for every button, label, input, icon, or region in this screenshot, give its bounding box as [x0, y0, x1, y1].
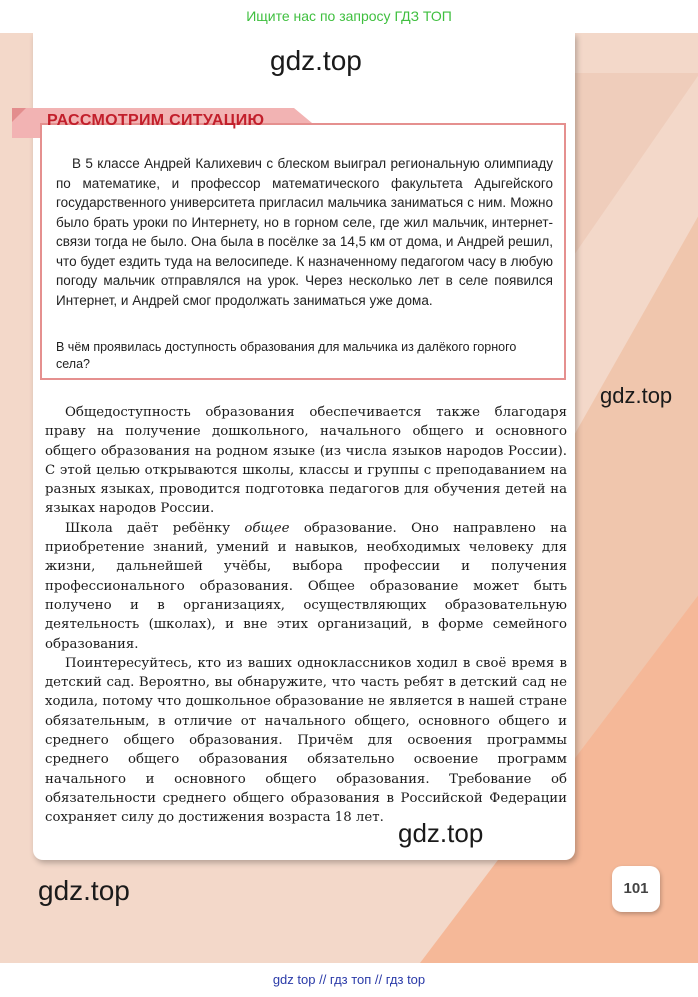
heading-fold-icon	[12, 108, 26, 122]
situation-text: В 5 классе Андрей Калихевич с блеском выиграл региональную олимпиаду по математике, и профессор математического факультета Адыгейского государственного университета пригласил мальчика заниматься с ним. Можно было брать уроки по Интернету, но в горном селе, где жил мальчик, интернет-связи тогда не было. Она была в посёлке за 14,5 км от дома, и Андрей решил, что будет ездить туда на велосипеде. К назначенному педагогом часу в любую погоду мальчик отправлялся на урок. Через несколько лет в селе появился Интернет, и Андрей смог продолжать заниматься уже дома.	[56, 156, 553, 308]
paragraph-2	[45, 519, 567, 654]
top-banner: Ищите нас по запросу ГДЗ ТОП	[0, 0, 698, 33]
paragraph-3: Поинтересуйтесь, кто из ваших одноклассников ходил в своё время в детский сад. Вероятно, вы обнаружите, что часть ребят в детский сад не ходила, потому что дошкольное образование не является в нашей стране обязательным, в отличие от начального общего, основного общего и среднего общего образования. Причём для освоения программы среднего общего образования обязательно освоение программ начального и основного общего образования. Требование об обязательности среднего общего образования в Российской Федерации сохраняет силу до достижения возраста 18 лет.	[45, 655, 567, 826]
situation-question: В чём проявилась доступность образования для мальчика из далёкого горного села?	[56, 340, 517, 371]
section-heading: РАССМОТРИМ СИТУАЦИЮ	[47, 112, 265, 129]
paragraph-1: Общедоступность образования обеспечивается также благодаря праву на получение дошкольного, начального общего и основного общего образования на родном языке (из числа языков народов России). С этой целью открываются школы, классы и группы с преподаванием на разных языках, проводится подготовка педагогов для обучения детей на языках народов России.	[45, 405, 567, 517]
page-number: 101	[612, 866, 660, 912]
paragraph-2-start: Школа даёт ребёнку	[65, 520, 245, 536]
watermark: gdz.top	[270, 45, 362, 76]
body-text	[45, 403, 567, 828]
watermark: gdz.top	[38, 875, 130, 906]
paragraph-2-rest: образование. Оно направлено на приобретение знаний, умений и навыков, необходимых человеку для жизни, дальнейшей учёбы, выбора профессии и получения профессионального образования. Общее образование может быть получено и в организациях, осуществляющих образовательную деятельность (школах), и вне этих организаций, в форме семейного образования.	[45, 520, 567, 652]
emphasis-word: общее	[244, 520, 290, 536]
watermark: gdz.top	[600, 383, 673, 408]
watermark: gdz.top	[398, 818, 484, 848]
bottom-banner: gdz top // гдз топ // гдз top	[0, 963, 698, 997]
